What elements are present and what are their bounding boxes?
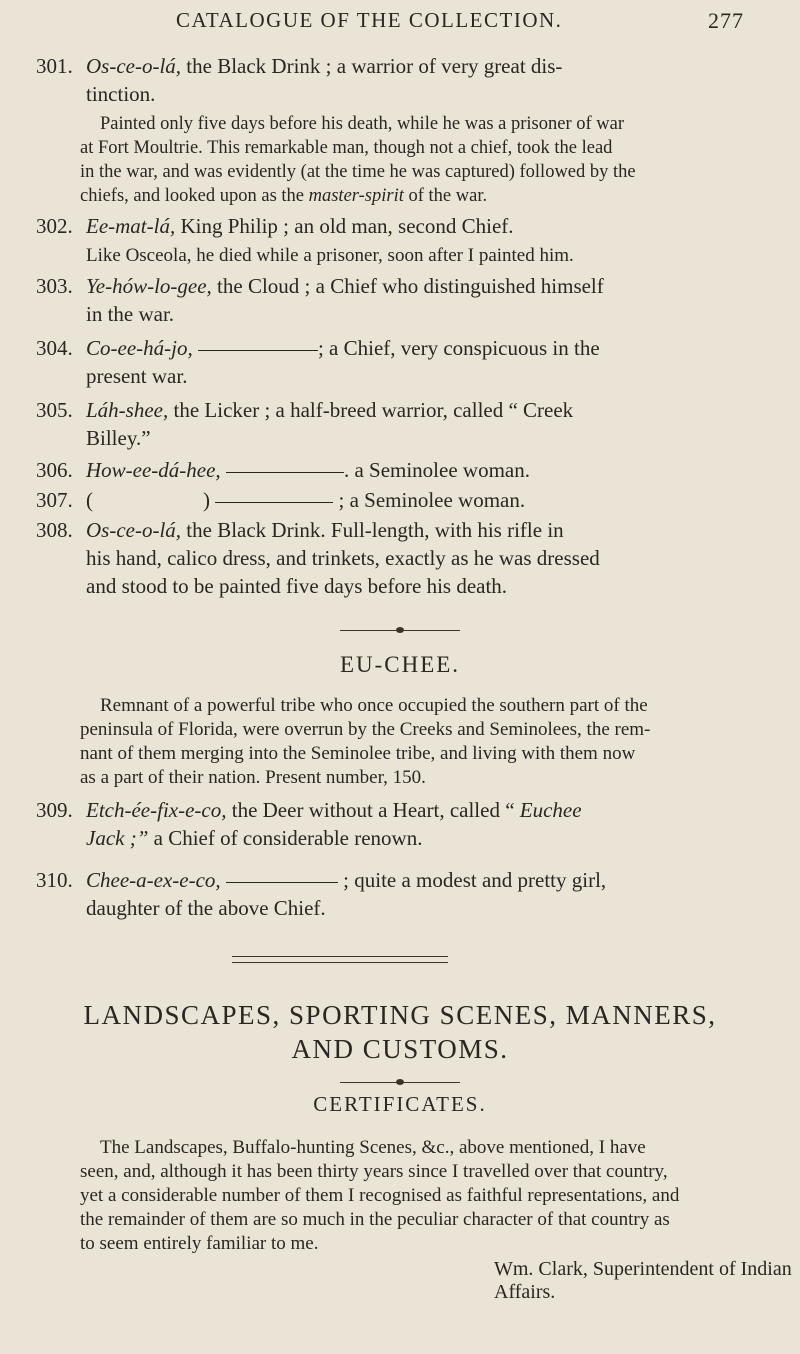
entry-name: Etch-ée-fix-e-co, xyxy=(86,798,227,822)
paragraph-line: yet a considerable number of them I recognised as faithful representations, and xyxy=(80,1185,680,1206)
catalogue-entry-307 xyxy=(36,486,786,514)
entry-continuation: tinction. xyxy=(86,82,156,106)
paragraph-line: Remnant of a powerful tribe who once occupied the southern part of the xyxy=(100,695,648,716)
catalogue-entry-309 xyxy=(36,796,786,852)
entry-name: Os-ce-o-lá, xyxy=(86,518,182,542)
note-emphasis: master-spirit xyxy=(308,186,404,206)
entry-continuation: Billey.” xyxy=(86,426,151,450)
entry-description: the Black Drink ; a warrior of very great dis- xyxy=(181,54,563,78)
entry-name: Chee-a-ex-e-co, xyxy=(86,868,221,892)
entry-name: How-ee-dá-hee, xyxy=(86,458,221,482)
paragraph-line: to seem entirely familiar to me. xyxy=(80,1233,319,1254)
entry-name: Co-ee-há-jo, xyxy=(86,336,193,360)
entry-continuation: present war. xyxy=(86,364,188,388)
entry-number: 306. xyxy=(36,458,73,482)
entry-description: . a Seminolee woman. xyxy=(343,458,530,482)
note-301-body xyxy=(80,136,780,208)
entry-description: King Philip ; an old man, second Chief. xyxy=(175,214,514,238)
entry-name: Ye-hów-lo-gee, xyxy=(86,274,212,298)
certificate-text-body xyxy=(80,1160,780,1256)
entry-description: ; a Seminolee woman. xyxy=(338,488,526,512)
entry-description: ; a Chief, very conspicuous in the xyxy=(317,336,600,360)
entry-continuation: and stood to be painted five days before his death. xyxy=(86,574,508,598)
entry-continuation: a Chief of considerable renown. xyxy=(148,826,423,850)
title-line: LANDSCAPES, SPORTING SCENES, MANNERS, xyxy=(83,1000,717,1030)
catalogue-entry-310 xyxy=(36,866,786,922)
certificate-text xyxy=(80,1136,780,1160)
entry-description: the Deer without a Heart, called “ xyxy=(226,798,520,822)
ornamental-rule xyxy=(340,1078,460,1086)
note-301 xyxy=(80,112,780,136)
entry-alias-cont: Jack ;” xyxy=(86,826,149,850)
entry-number: 309. xyxy=(36,798,73,822)
entry-number: 305. xyxy=(36,398,73,422)
catalogue-entry-308 xyxy=(36,516,786,600)
entry-description: ; quite a modest and pretty girl, xyxy=(343,868,607,892)
entry-number: 302. xyxy=(36,214,73,238)
paragraph-line: The Landscapes, Buffalo-hunting Scenes, &c., above mentioned, I have xyxy=(100,1137,646,1158)
paragraph-line: nant of them merging into the Seminolee tribe, and living with them now xyxy=(80,743,636,764)
entry-paren-close: ) xyxy=(203,488,210,512)
entry-name: Os-ce-o-lá, xyxy=(86,54,182,78)
entry-name: Láh-shee, xyxy=(86,398,169,422)
entry-number: 304. xyxy=(36,336,73,360)
catalogue-entry-303 xyxy=(36,272,786,328)
entry-number: 301. xyxy=(36,54,73,78)
entry-number: 308. xyxy=(36,518,73,542)
title-line: AND CUSTOMS. xyxy=(291,1034,509,1064)
running-head xyxy=(0,8,800,40)
euchee-description-body xyxy=(80,718,780,790)
certificate-signature: Wm. Clark, Superintendent of Indian Affairs. xyxy=(494,1258,792,1303)
paragraph-line: peninsula of Florida, were overrun by the Creeks and Seminolees, the rem- xyxy=(80,719,651,740)
note-302: Like Osceola, he died while a prisoner, soon after I painted him. xyxy=(86,245,574,266)
note-line: chiefs, and looked upon as the master-spirit of the war. xyxy=(80,186,488,206)
entry-continuation: his hand, calico dress, and trinkets, exactly as he was dressed xyxy=(86,546,600,570)
section-title-euchee: EU-CHEE. xyxy=(339,652,461,677)
entry-number: 307. xyxy=(36,488,73,512)
entry-paren-open: ( xyxy=(86,488,93,512)
catalogue-entry-305 xyxy=(36,396,786,452)
catalogue-entry-306 xyxy=(36,456,786,484)
entry-description: the Cloud ; a Chief who distinguished himself xyxy=(211,274,604,298)
section-subtitle-certificates: CERTIFICATES. xyxy=(313,1092,487,1116)
entry-number: 310. xyxy=(36,868,73,892)
blank-dash xyxy=(198,350,318,351)
entry-description: the Black Drink. Full-length, with his rifle in xyxy=(181,518,564,542)
note-line: in the war, and was evidently (at the time he was captured) followed by the xyxy=(80,162,636,182)
blank-dash xyxy=(215,502,333,503)
running-title: CATALOGUE OF THE COLLECTION. xyxy=(176,8,563,32)
catalogue-entry-302 xyxy=(36,212,786,240)
double-rule xyxy=(232,956,448,963)
entry-alias: Euchee xyxy=(519,798,582,822)
catalogue-entry-304 xyxy=(36,334,786,390)
blank-dash xyxy=(226,472,344,473)
page-number: 277 xyxy=(708,8,744,33)
entry-number: 303. xyxy=(36,274,73,298)
entry-continuation: daughter of the above Chief. xyxy=(86,896,326,920)
entry-description: the Licker ; a half-breed warrior, called “ Creek xyxy=(168,398,574,422)
section-title-landscapes xyxy=(0,998,800,1066)
euchee-description xyxy=(80,694,780,718)
paragraph-line: seen, and, although it has been thirty years since I travelled over that country, xyxy=(80,1161,668,1182)
blank-dash xyxy=(226,882,338,883)
catalogue-entry-301 xyxy=(36,52,786,108)
note-line: Painted only five days before his death, while he was a prisoner of war xyxy=(100,114,625,134)
entry-continuation: in the war. xyxy=(86,302,175,326)
note-line: at Fort Moultrie. This remarkable man, though not a chief, took the lead xyxy=(80,138,613,158)
entry-name: Ee-mat-lá, xyxy=(86,214,176,238)
paragraph-line: as a part of their nation. Present number, 150. xyxy=(80,767,426,788)
paragraph-line: the remainder of them are so much in the peculiar character of that country as xyxy=(80,1209,670,1230)
ornamental-rule xyxy=(340,626,460,634)
